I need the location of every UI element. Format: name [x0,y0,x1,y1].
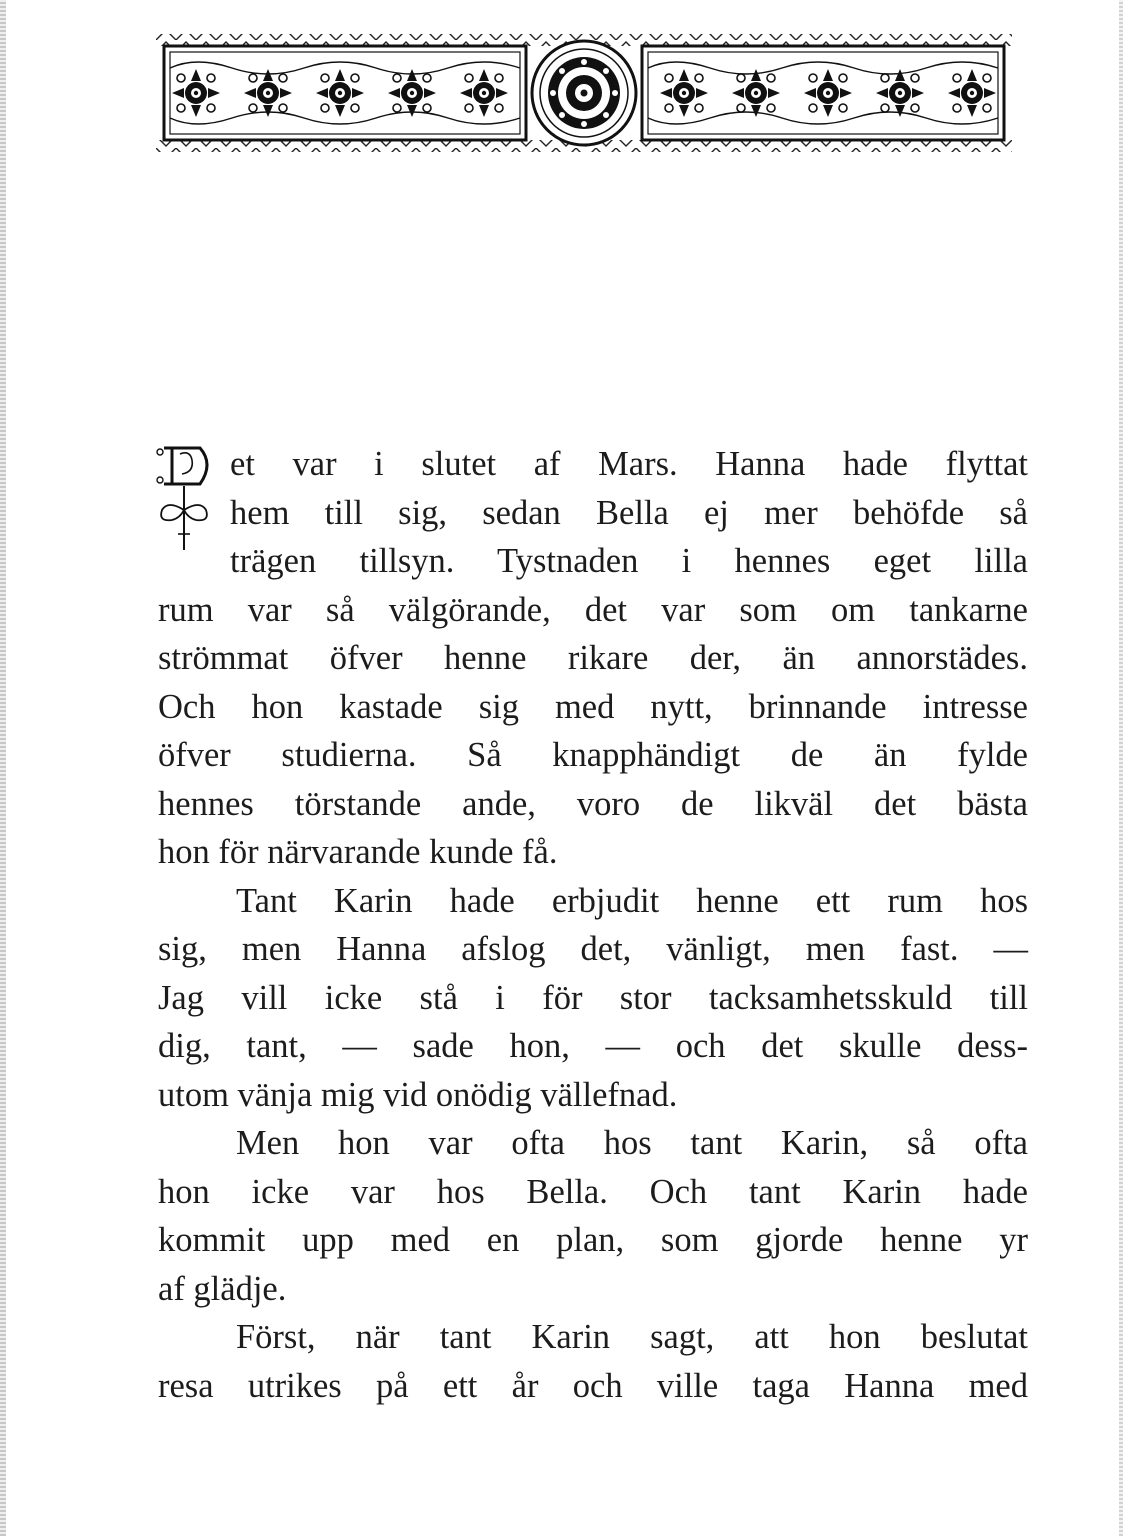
text-line: Men hon var ofta hos tant Karin, så ofta [236,1124,1028,1162]
header-ornament [156,28,1012,158]
text-line: sig, men Hanna afslog det, vänligt, men fast. — [158,930,1028,968]
paragraph-2 [158,877,1028,1120]
text-line: rum var så välgörande, det var som om tankarne [158,590,1028,629]
text-line: hon icke var hos Bella. Och tant Karin hade [158,1172,1028,1211]
paragraph-3 [158,1119,1028,1313]
text-line: utom vänja mig vid onödig vällefnad. [158,1075,678,1114]
text-line: af glädje. [158,1269,287,1308]
page-edge-left [0,0,6,1536]
text-line: Jag vill icke stå i för stor tacksamhetsskuld till [158,978,1028,1017]
text-line: hon för närvarande kunde få. [158,833,558,871]
text-line: Först, när tant Karin sagt, att hon beslutat [236,1318,1028,1356]
text-line: resa utrikes på ett år och ville taga Hanna med [158,1366,1028,1405]
drop-cap-ornament [154,442,220,582]
text-line: hem till sig, sedan Bella ej mer behöfde så [230,493,1028,532]
paragraph-4 [158,1313,1028,1410]
text-line: strömmat öfver henne rikare der, än annorstädes. [158,639,1028,677]
text-line: et var i slutet af Mars. Hanna hade flyttat [230,445,1028,483]
text-line: öfver studierna. Så knapphändigt de än fylde [158,736,1028,774]
text-body [158,440,1028,1410]
text-line: kommit upp med en plan, som gjorde henne yr [158,1221,1028,1259]
text-line: Och hon kastade sig med nytt, brinnande intresse [158,687,1028,726]
page-edge-right [1119,0,1123,1536]
text-line: dig, tant, — sade hon, — och det skulle dess- [158,1027,1028,1065]
text-line: trägen tillsyn. Tystnaden i hennes eget lilla [230,542,1028,580]
text-line: Tant Karin hade erbjudit henne ett rum hos [236,881,1028,920]
text-line: hennes törstande ande, voro de likväl det bästa [158,784,1028,823]
paragraph-1 [158,440,1028,877]
